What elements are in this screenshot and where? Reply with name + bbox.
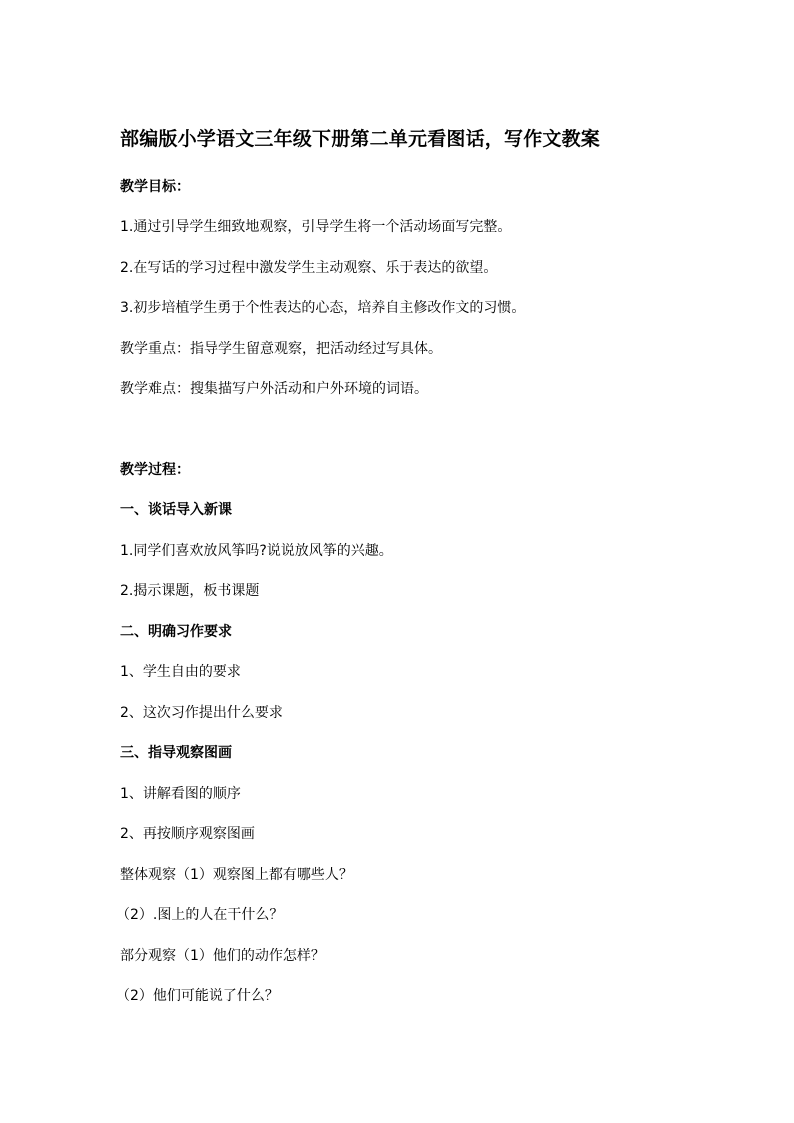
step-heading: 一、谈话导入新课: [120, 502, 232, 518]
objective-item: 2.在写话的学习过程中激发学生主动观察、乐于表达的欲望。: [120, 260, 498, 276]
objective-item: 1.通过引导学生细致地观察，引导学生将一个活动场面写完整。: [120, 219, 512, 235]
step-item: 1.同学们喜欢放风筝吗?说说放风筝的兴趣。: [120, 543, 393, 559]
teaching-difficulty: 教学难点：搜集描写户外活动和户外环境的词语。: [120, 381, 428, 397]
step-item: 1、学生自由的要求: [120, 664, 241, 680]
section-heading-process: 教学过程：: [120, 462, 190, 478]
step-item: 1、讲解看图的顺序: [120, 786, 241, 802]
objective-item: 3.初步培植学生勇于个性表达的心态，培养自主修改作文的习惯。: [120, 300, 526, 316]
step-heading: 三、指导观察图画: [120, 745, 232, 761]
step-item: 2、再按顺序观察图画: [120, 826, 255, 842]
observation-item: （2）他们可能说了什么？: [116, 988, 279, 1004]
section-heading-objectives: 教学目标：: [120, 179, 190, 195]
observation-item: 整体观察（1）观察图上都有哪些人？: [120, 867, 353, 883]
teaching-focus: 教学重点：指导学生留意观察，把活动经过写具体。: [120, 341, 442, 357]
observation-item: （2）.图上的人在干什么？: [116, 907, 284, 923]
step-heading: 二、明确习作要求: [120, 624, 232, 640]
document-title: 部编版小学语文三年级下册第二单元看图话，写作文教案: [120, 128, 601, 150]
step-item: 2、这次习作提出什么要求: [120, 705, 283, 721]
step-item: 2.揭示课题，板书课题: [120, 583, 260, 599]
observation-item: 部分观察（1）他们的动作怎样？: [120, 948, 325, 964]
